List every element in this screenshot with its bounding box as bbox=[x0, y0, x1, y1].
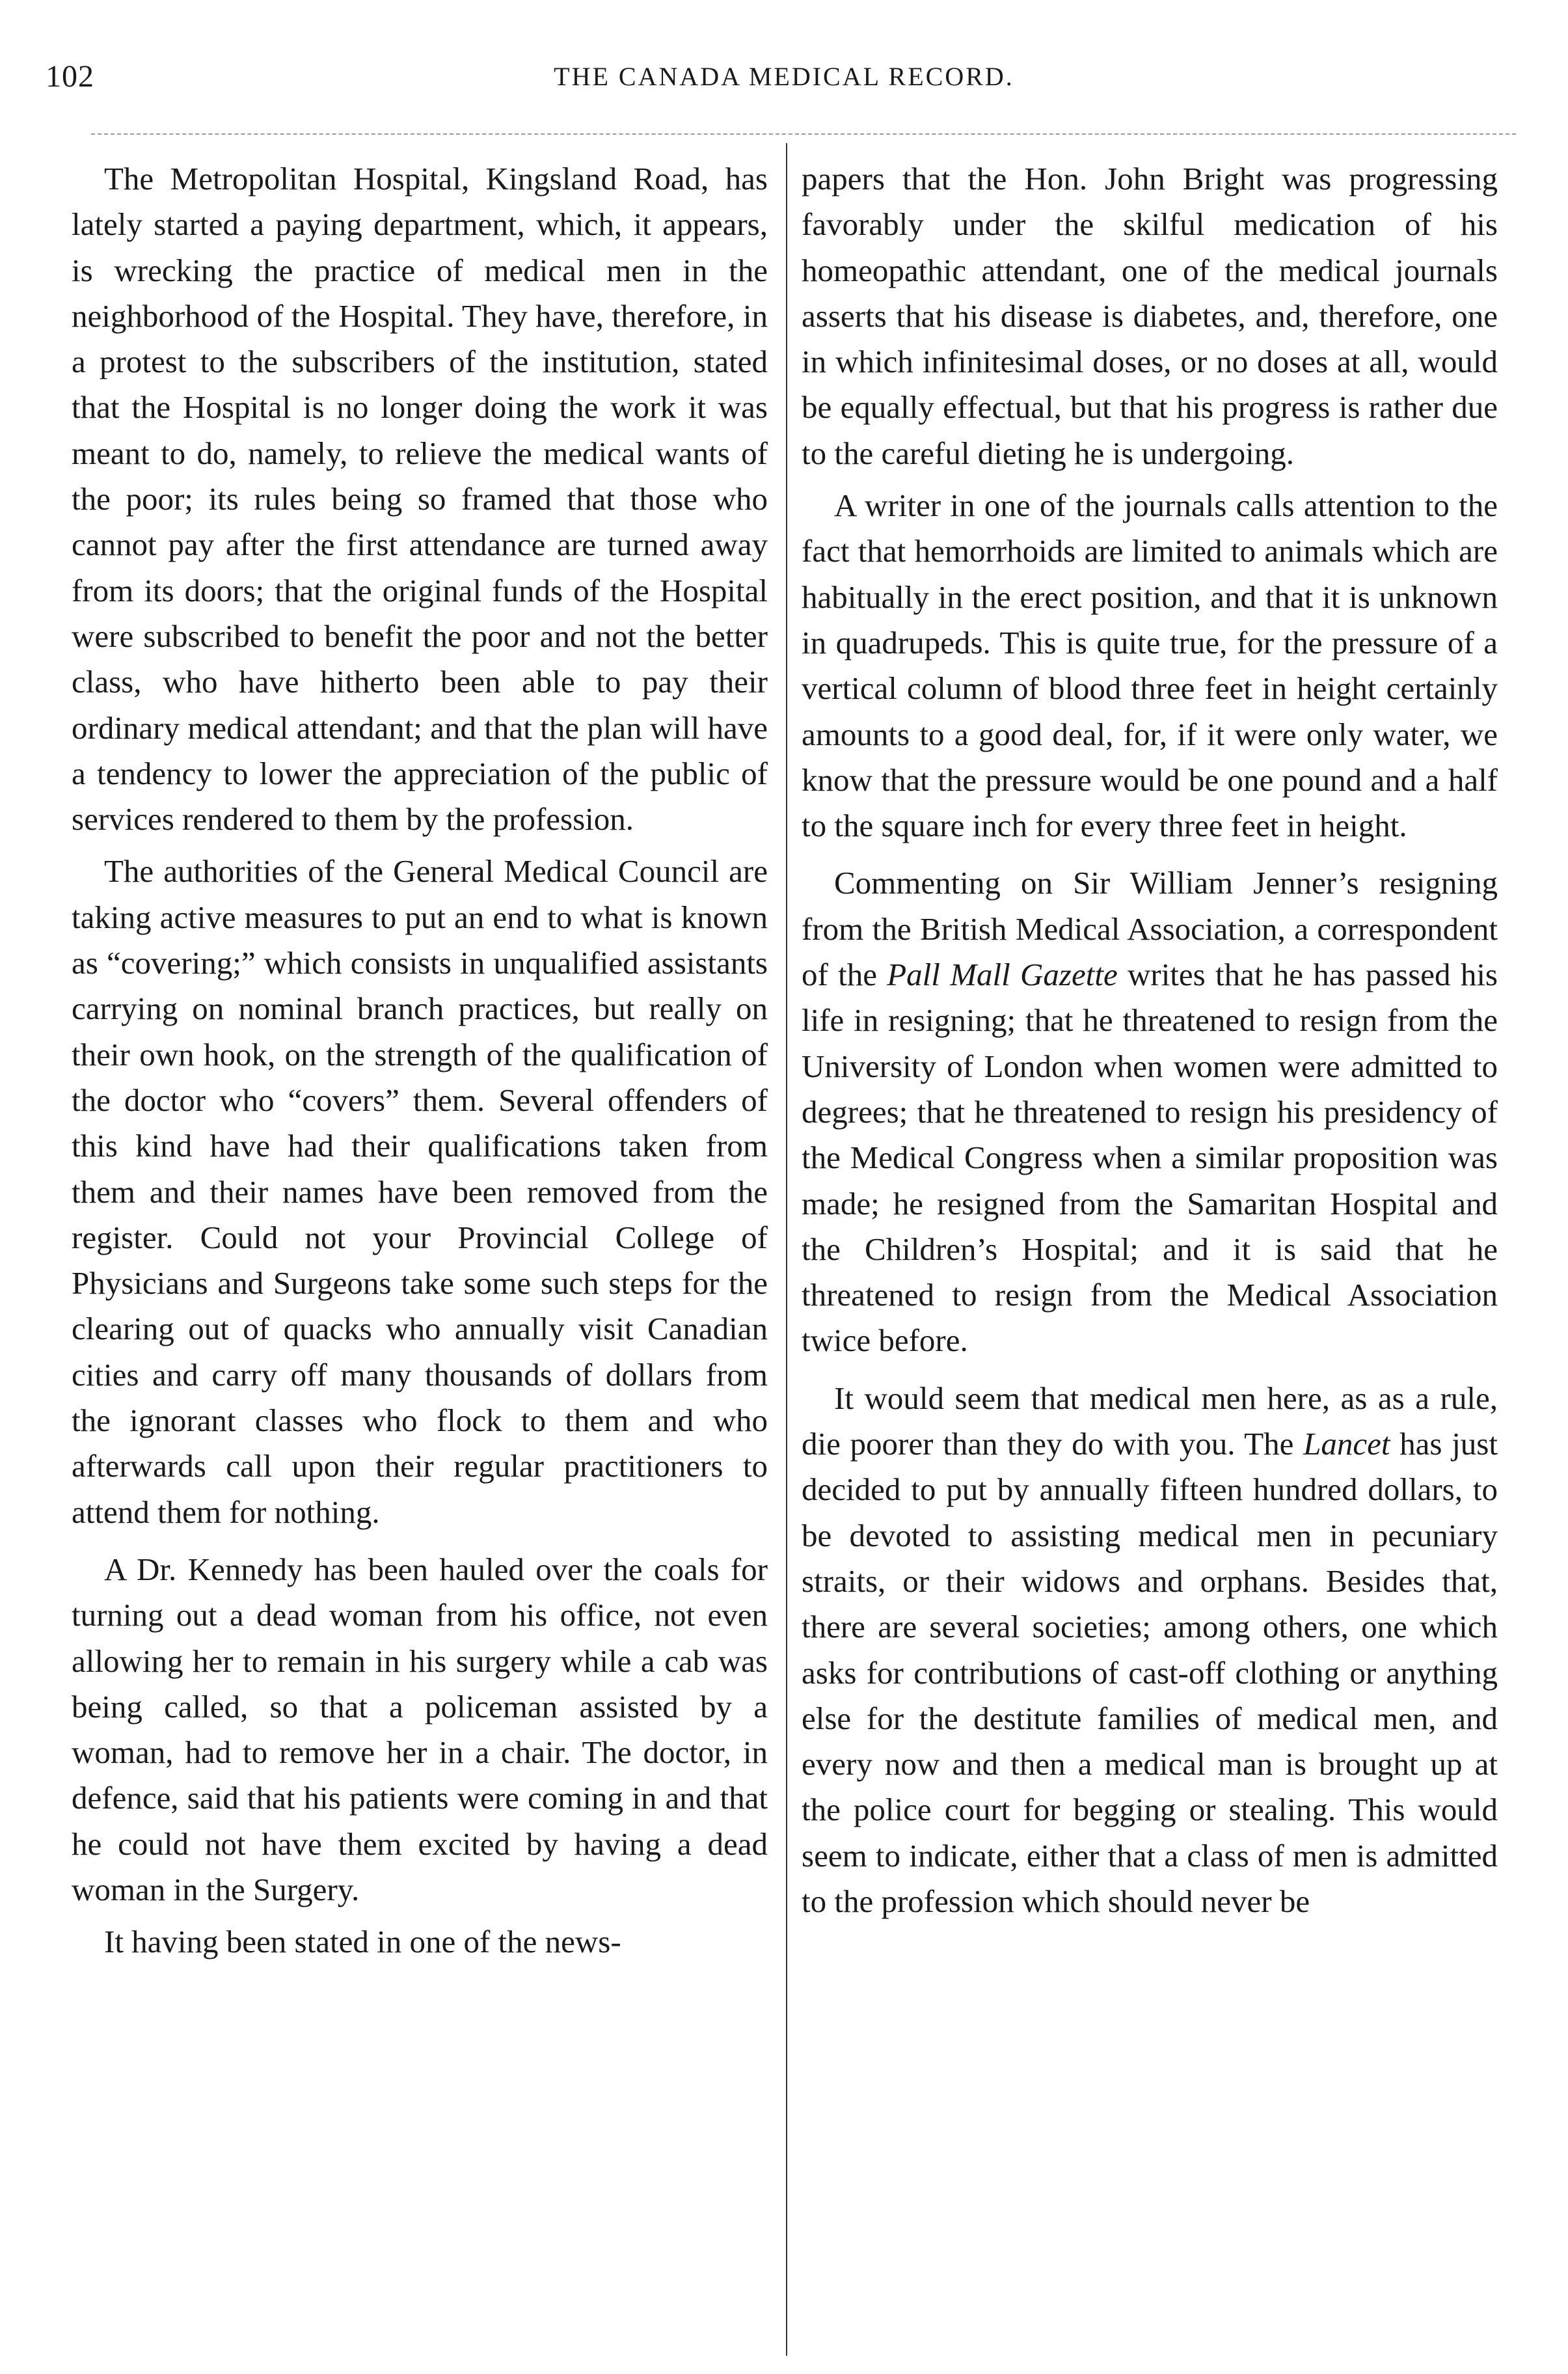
paragraph-metropolitan-hospital: The Metropolitan Hospital, Kingsland Road, has lately started a paying department, which, it appears, is wrecking the practice of medical men in the neighborhood of the Hospital. They have, therefore, in a protest to the subscribers of the institution, stated that the Hospital is no longer doing the work it was meant to do, namely, to relieve the medical wants of the poor; its rules being so framed that those who cannot pay after the first attendance are turned away from its doors; that the original funds of the Hospital were subscribed to benefit the poor and not the better class, who have hitherto been able to pay their ordinary medical attendant; and that the plan will have a tendency to lower the appreciation of the public of services rendered to them by the profession. bbox=[72, 161, 768, 838]
lancet-text-before: It would seem that medical men here, as as a rule, die poorer than they do with you. The bbox=[802, 1380, 1498, 1462]
pall-mall-gazette-title: Pall Mall Gazette bbox=[887, 957, 1118, 993]
paragraph-william-jenner bbox=[802, 860, 1498, 1363]
lancet-title: Lancet bbox=[1303, 1426, 1390, 1462]
lancet-text-after: has just decided to put by annually fifteen hundred dollars, to be devoted to assisting medical men in pecuniary straits, or their widows and orphans. Besides that, there are several societies; among others, one which asks for contributions of cast-off clothing or anything else for the destitute families of medical men, and every now and then a medical man is brought up at the police court for begging or stealing. This would seem to indicate, either that a class of men is admitted to the profession which should never be bbox=[802, 1426, 1498, 1919]
page-number: 102 bbox=[46, 59, 94, 94]
paragraph-hemorrhoids: A writer in one of the journals calls attention to the fact that hemorrhoids are limited to animals which are habitually in the erect position, and that it is unknown in quadrupeds. This is quite true, for the pressure of a vertical column of blood three feet in height certainly amounts to a good deal, for, if it were only water, we know that the pressure would be one pound and a half to the square inch for every three feet in height. bbox=[802, 487, 1498, 844]
paragraph-john-bright-start: It having been stated in one of the news- bbox=[104, 1924, 621, 1960]
right-column bbox=[802, 156, 1498, 1931]
column-divider bbox=[786, 143, 787, 2356]
paragraph-john-bright-continued: papers that the Hon. John Bright was progressing favorably under the skilful medication of his homeopathic attendant, one of the medical journals asserts that his disease is diabetes, and, therefore, one in which infinitesimal doses, or no doses at all, would be equally effectual, but that his progress is rather due to the careful dieting he is undergoing. bbox=[802, 161, 1498, 471]
page-header bbox=[46, 59, 1522, 104]
paragraph-medical-men-poorer bbox=[802, 1376, 1498, 1925]
jenner-text-after: writes that he has passed his life in resigning; that he threatened to resign from the University of London when women were admitted to degrees; that he threatened to resign his presidency of the Medical Congress when a similar proposition was made; he resigned from the Samaritan Hospital and the Children’s Hospital; and it is said that he threatened to resign from the Medical Association twice before. bbox=[802, 957, 1498, 1359]
paragraph-general-medical-council: The authorities of the General Medical Council are taking active measures to put an end to what is known as “covering;” which consists in unqualified assistants carrying on nominal branch practices, but really on their own hook, on the strength of the qualification of the doctor who “covers” them. Several offenders of this kind have had their qualifications taken from them and their names have been removed from the register. Could not your Provincial College of Physicians and Surgeons take some such steps for the clearing out of quacks who annually visit Canadian cities and carry off many thousands of dollars from the ignorant classes who flock to them and who afterwards call upon their regular practitioners to attend them for nothing. bbox=[72, 853, 768, 1530]
jenner-text-before: Commenting on Sir William Jenner’s resigning from the British Medical Association, a correspondent of the bbox=[802, 865, 1498, 993]
running-head: THE CANADA MEDICAL RECORD. bbox=[554, 62, 1014, 91]
paragraph-dr-kennedy: A Dr. Kennedy has been hauled over the coals for turning out a dead woman from his office, not even allowing her to remain in his surgery while a cab was being called, so that a policeman assisted by a woman, had to remove her in a chair. The doctor, in defence, said that his patients were coming in and that he could not have them excited by having a dead woman in the Surgery. bbox=[72, 1551, 768, 1907]
left-column bbox=[72, 156, 768, 1972]
header-rule bbox=[91, 133, 1516, 135]
